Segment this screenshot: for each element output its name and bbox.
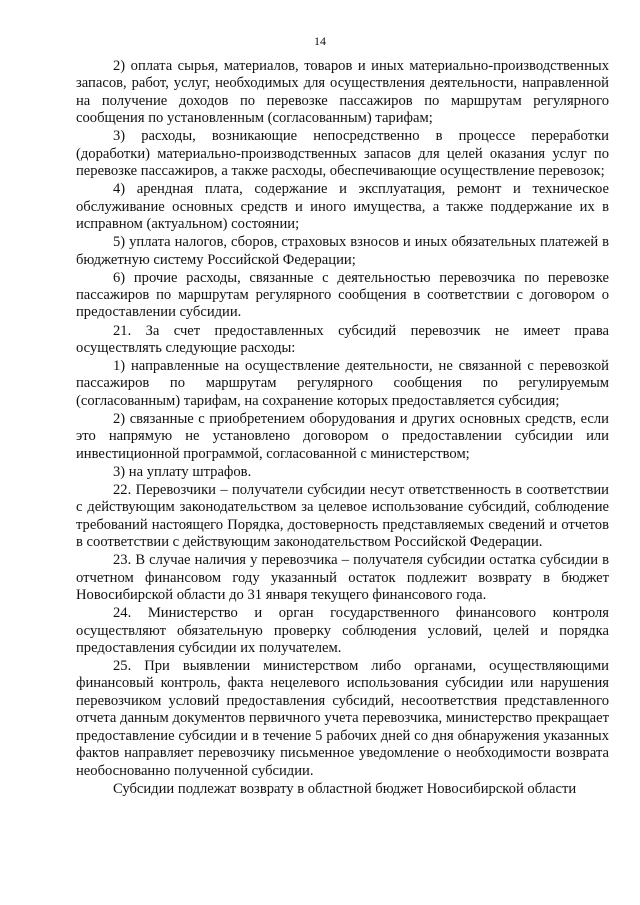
paragraph-item-2-raw-materials: 2) оплата сырья, материалов, товаров и иных материально-производственных запасов, работ, услуг, необходимых для осуществления деятельности, направленной на получение доходов по перевозке пассажиров по маршрутам регулярного сообщения по установленным (согласованным) тарифам; — [76, 58, 609, 127]
document-body — [76, 58, 609, 799]
paragraph-clause-21: 21. За счет предоставленных субсидий перевозчик не имеет права осуществлять следующие расходы: — [76, 322, 609, 356]
page-number: 14 — [314, 34, 326, 48]
paragraph-item-5-taxes: 5) уплата налогов, сборов, страховых взносов и иных обязательных платежей в бюджетную систему Российской Федерации; — [76, 234, 609, 268]
paragraph-clause-25: 25. При выявлении министерством либо органами, осуществляющими финансовый контроль, факта нецелевого использования субсидии или нарушения перевозчиком условий предоставления субсидий, несоответствия представленного отчета данным документов первичного учета перевозчика, министерство прекращает предоставление субсидии и в течение 5 рабочих дней со дня обнаружения указанных фактов направляет перевозчику письменное уведомление о необходимости возврата необоснованно полученной субсидии. — [76, 658, 609, 779]
paragraph-clause-21-item-2: 2) связанные с приобретением оборудования и других основных средств, если это напрямую не установлено договором о предоставлении субсидии или инвестиционной программой, согласованной с министерством; — [76, 410, 609, 462]
paragraph-clause-21-item-3: 3) на уплату штрафов. — [113, 463, 252, 480]
paragraph-item-3-processing-costs: 3) расходы, возникающие непосредственно в процессе переработки (доработки) материально-производственных запасов для целей оказания услуг по перевозке пассажиров, а также расходы, обеспечивающие осуществление перевозок; — [76, 128, 609, 180]
paragraph-subsidy-return: Субсидии подлежат возврату в областной бюджет Новосибирской области — [113, 780, 577, 797]
paragraph-clause-24: 24. Министерство и орган государственного финансового контроля осуществляют обязательную проверку соблюдения условий, целей и порядка предоставления субсидии их получателем. — [76, 605, 609, 656]
paragraph-clause-21-item-1: 1) направленные на осуществление деятельности, не связанной с перевозкой пассажиров по маршрутам регулярного сообщения по регулируемым (согласованным) тарифам, на сохранение которых предоставляется субсидия; — [76, 358, 609, 409]
paragraph-item-6-other-expenses: 6) прочие расходы, связанные с деятельностью перевозчика по перевозке пассажиров по маршрутам регулярного сообщения в соответствии с договором о предоставлении субсидии. — [76, 269, 609, 321]
paragraph-item-4-rent-maintenance: 4) арендная плата, содержание и эксплуатация, ремонт и техническое обслуживание основных средств и иного имущества, а также поддержание их в исправном (актуальном) состоянии; — [76, 181, 609, 233]
paragraph-clause-22: 22. Перевозчики – получатели субсидии несут ответственность в соответствии с действующим законодательством за целевое использование субсидий, соблюдение требований настоящего Порядка, достоверность представляемых сведений и отчетов в соответствии с действующим законодательством Российской Федерации. — [76, 481, 609, 551]
paragraph-clause-23: 23. В случае наличия у перевозчика – получателя субсидии остатка субсидии в отчетном финансовом году указанный остаток подлежит возврату в бюджет Новосибирской области до 31 января текущего финансового года. — [76, 552, 609, 604]
